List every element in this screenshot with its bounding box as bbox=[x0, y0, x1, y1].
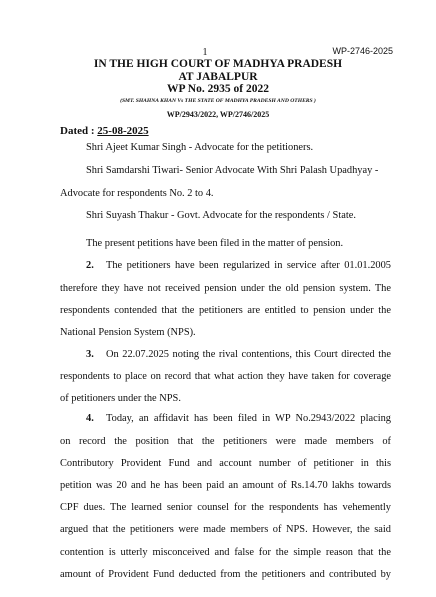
paragraph-line: The petitioners have been regularized in service after 01.01.2005 bbox=[106, 260, 391, 271]
paragraph-line: respondents to place on record that what action they have taken for coverage bbox=[60, 371, 391, 382]
paragraph-number: 2. bbox=[86, 260, 94, 271]
court-seat: AT JABALPUR bbox=[178, 70, 258, 83]
paragraph-number: 4. bbox=[86, 413, 94, 424]
paragraph-line: On 22.07.2025 noting the rival contentions, this Court directed the bbox=[106, 349, 391, 360]
paragraph-line: National Pension System (NPS). bbox=[60, 327, 196, 338]
paragraph-line: contention is utterly misconceived and false for the simple reason that the bbox=[60, 547, 391, 558]
page-number: 1 bbox=[202, 47, 208, 58]
court-heading bbox=[0, 58, 436, 96]
court-name: IN THE HIGH COURT OF MADHYA PRADESH bbox=[93, 58, 343, 70]
case-number: WP No. 2935 of 2022 bbox=[167, 83, 269, 95]
paragraph-line: of petitioners under the NPS. bbox=[60, 393, 181, 404]
appearance-line: Advocate for respondents No. 2 to 4. bbox=[60, 188, 214, 199]
paragraph-line: amount of Provident Fund deducted from the petitioners and contributed by bbox=[60, 569, 391, 580]
paragraph-number: 3. bbox=[86, 349, 94, 360]
paragraph-line: on record the position that the petitioners were made members of bbox=[60, 436, 391, 447]
paragraph-line: petition was 20 and he has been paid an amount of Rs.14.70 lakhs towards bbox=[60, 480, 391, 491]
paragraph-line: CPF dues. The learned senior counsel for the respondents has vehemently bbox=[60, 502, 391, 513]
appearance-line: Shri Ajeet Kumar Singh - Advocate for the petitioners. bbox=[86, 142, 314, 153]
paragraph-line: argued that the petitioners were made members of NPS. However, the said bbox=[60, 524, 391, 535]
order-date bbox=[60, 125, 149, 137]
connected-cases: WP/2943/2022, WP/2746/2025 bbox=[166, 110, 270, 119]
appearance-line: Shri Samdarshi Tiwari- Senior Advocate With Shri Palash Upadhyay - bbox=[86, 165, 379, 176]
case-reference: WP-2746-2025 bbox=[332, 46, 393, 56]
paragraph-line: therefore they have not received pension under the old pension system. The bbox=[60, 283, 391, 294]
date-value: 25-08-2025 bbox=[97, 125, 149, 137]
paragraph-line: Today, an affidavit has been filed in WP No.2943/2022 placing bbox=[106, 413, 391, 424]
appearance-line: Shri Suyash Thakur - Govt. Advocate for the respondents / State. bbox=[86, 210, 356, 221]
paragraph-line: The present petitions have been filed in the matter of pension. bbox=[86, 238, 344, 249]
date-label: Dated : bbox=[60, 125, 98, 137]
paragraph-line: Contributory Provident Fund and account number of petitioner in this bbox=[60, 458, 391, 469]
paragraph-line: respondents contended that the petitioners are entitled to pension under the bbox=[60, 305, 391, 316]
case-parties: (SMT. SHAHNA KHAN Vs THE STATE OF MADHYA PRADESH AND OTHERS ) bbox=[120, 98, 316, 104]
